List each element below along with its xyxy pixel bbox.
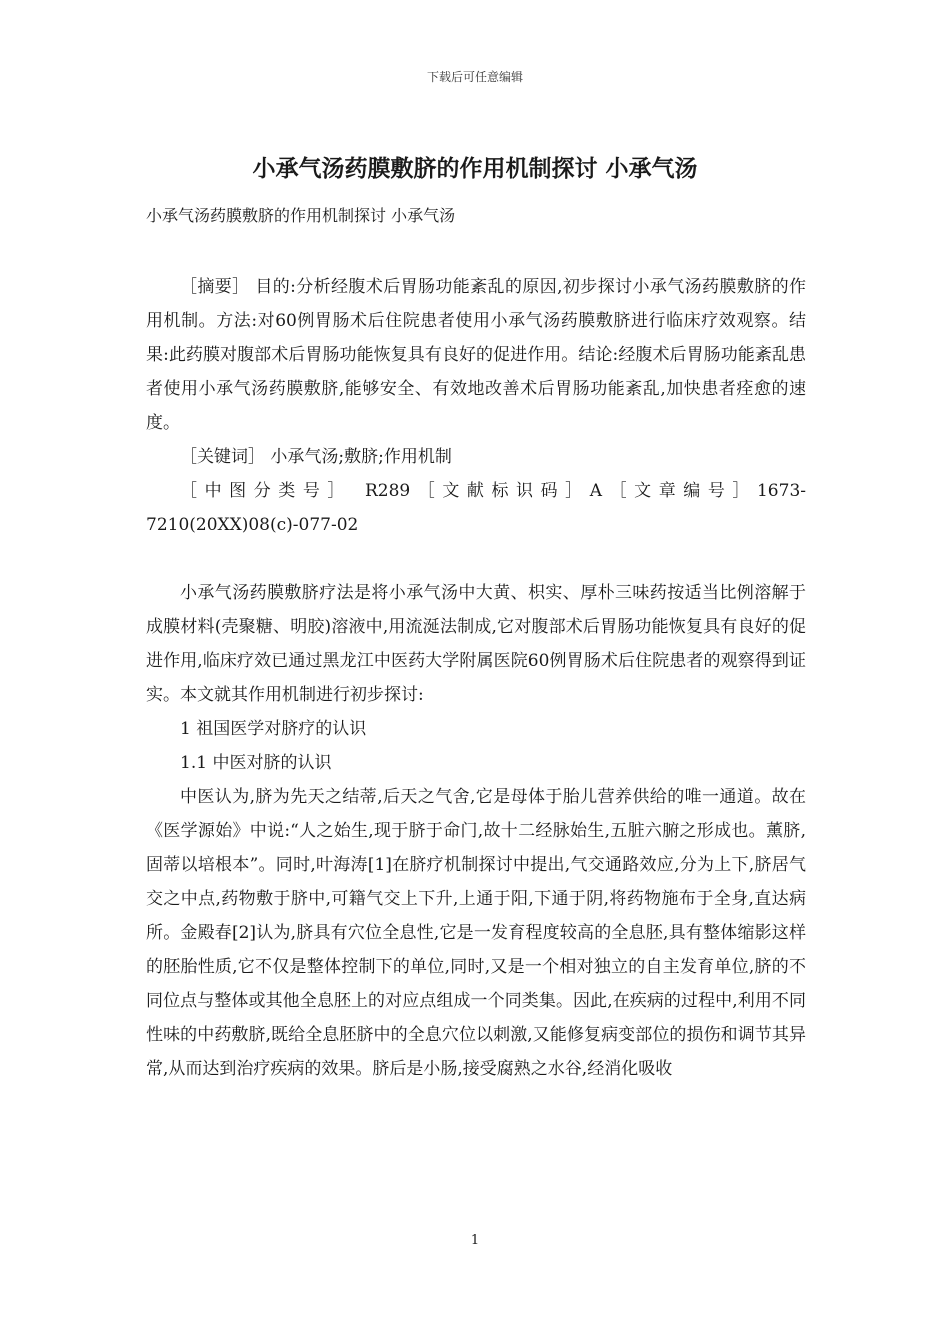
body-paragraph: 中医认为,脐为先天之结蒂,后天之气舍,它是母体于胎儿营养供给的唯一通道。故在《医学源始》中说:“人之始生,现于脐于命门,故十二经脉始生,五脏六腑之形成也。薰脐,固蒂以培根本”。同时,叶海涛[1]在脐疗机制探讨中提出,气交通路效应,分为上下,脐居气交之中点,药物敷于脐中,可籍气交上下升,上通于阳,下通于阴,将药物施布于全身,直达病所。金殿春[2]认为,脐具有穴位全息性,它是一发育程度较高的全息胚,具有整体缩影这样的胚胎性质,它不仅是整体控制下的单位,同时,又是一个相对独立的自主发育单位,脐的不同位点与整体或其他全息胚上的对应点组成一个同类集。因此,在疾病的过程中,利用不同性味的中药敷脐,既给全息胚脐中的全息穴位以刺激,又能修复病变部位的损伤和调节其异常,从而达到治疗疾病的效果。脐后是小肠,接受腐熟之水谷,经消化吸收 bbox=[146, 787, 806, 1079]
abstract-paragraph: ［摘要］ 目的:分析经腹术后胃肠功能紊乱的原因,初步探讨小承气汤药膜敷脐的作用机制。方法:对60例胃肠术后住院患者使用小承气汤药膜敷脐进行临床疗效观察。结果:此药膜对腹部术后胃肠功能恢复具有良好的促进作用。结论:经腹术后胃肠功能紊乱患者使用小承气汤药膜敷脐,能够安全、有效地改善术后胃肠功能紊乱,加快患者痊愈的速度。 bbox=[146, 277, 806, 433]
section-heading-1-1: 1.1 中医对脐的认识 bbox=[180, 753, 332, 773]
intro-paragraph: 小承气汤药膜敷脐疗法是将小承气汤中大黄、枳实、厚朴三味药按适当比例溶解于成膜材料(壳聚糖、明胶)溶液中,用流涎法制成,它对腹部术后胃肠功能恢复具有良好的促进作用,临床疗效已通过黑龙江中医药大学附属医院60例胃肠术后住院患者的观察得到证实。本文就其作用机制进行初步探讨: bbox=[146, 583, 806, 705]
page-number: 1 bbox=[470, 1233, 480, 1248]
classification-line: ［中图分类号］ R289［文献标识码］A［文章编号］1673-7210(20XX)08(c)-077-02 bbox=[146, 481, 806, 535]
keywords-line: ［关键词］ 小承气汤;敷脐;作用机制 bbox=[180, 447, 452, 467]
page-header: 下载后可任意编辑 bbox=[426, 70, 523, 84]
document-subtitle: 小承气汤药膜敷脐的作用机制探讨 小承气汤 bbox=[146, 206, 456, 225]
document-body bbox=[146, 270, 806, 1086]
section-heading-1: 1 祖国医学对脐疗的认识 bbox=[180, 719, 367, 739]
document-title: 小承气汤药膜敷脐的作用机制探讨 小承气汤 bbox=[252, 155, 698, 182]
